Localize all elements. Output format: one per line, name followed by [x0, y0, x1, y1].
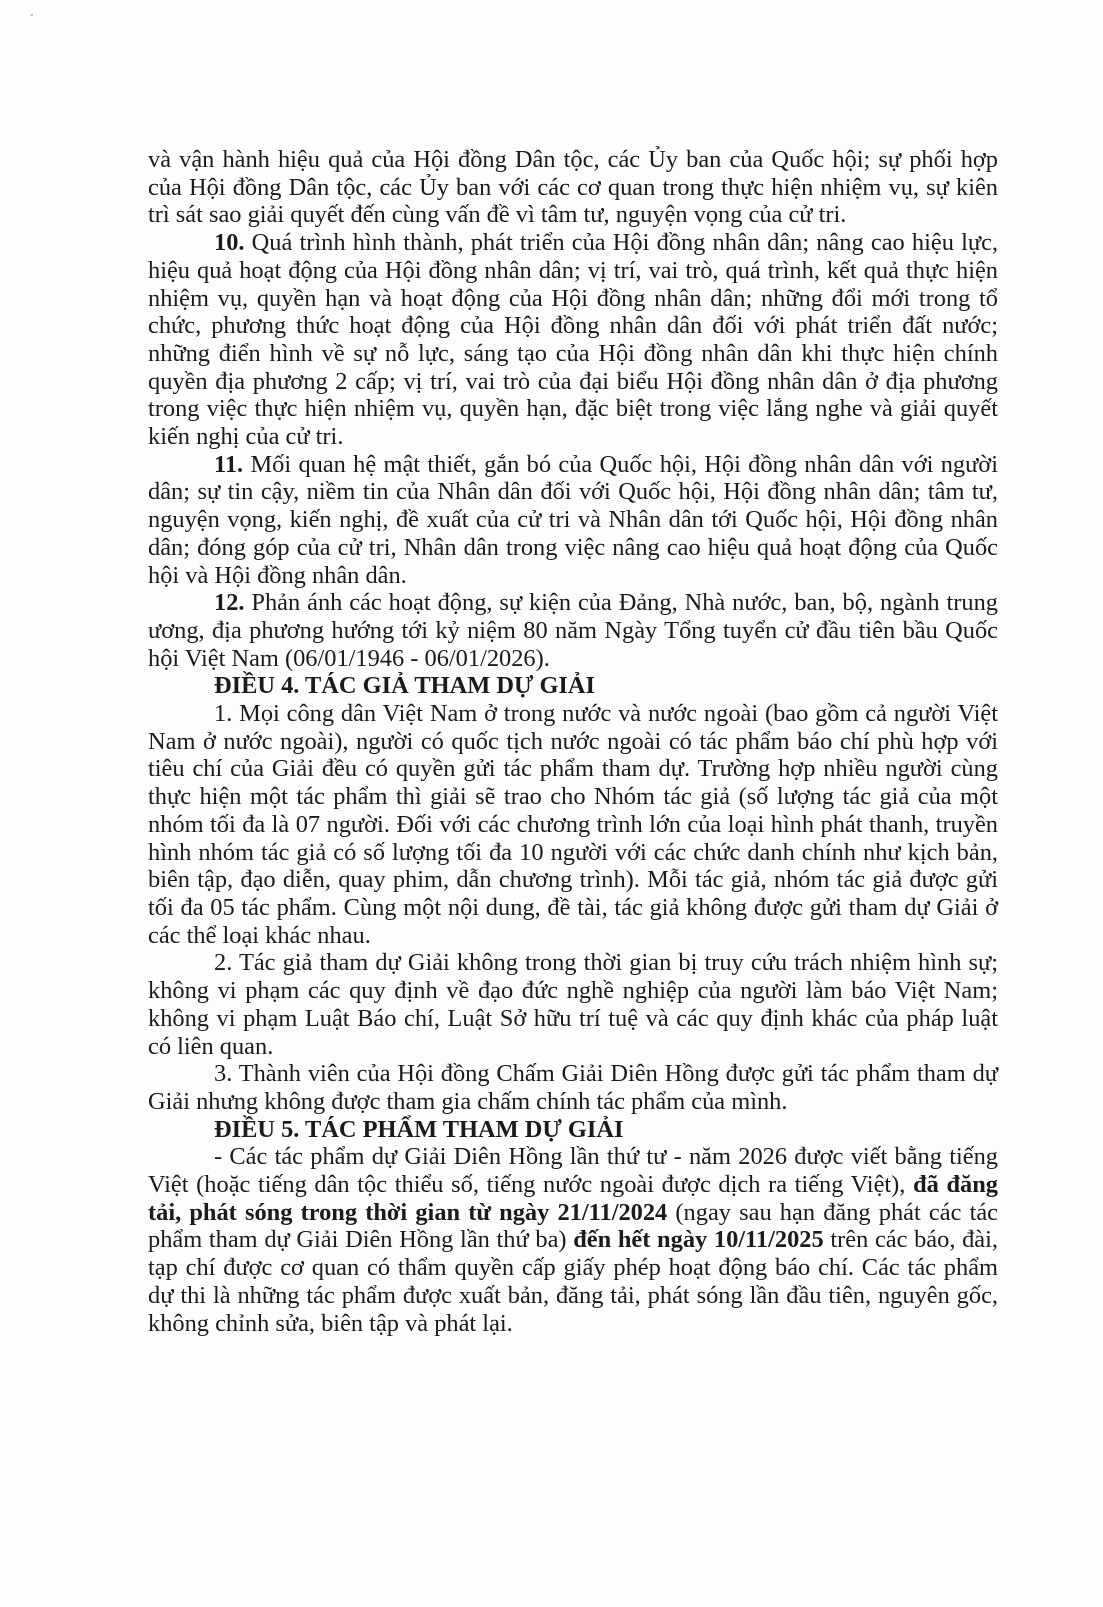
- scan-speck: [30, 14, 33, 16]
- article-4-item-3: 3. Thành viên của Hội đồng Chấm Giải Diên Hồng được gửi tác phẩm tham dự Giải nhưng không được tham gia chấm chính tác phẩm của mình.: [148, 1060, 998, 1115]
- article-4-item-1: 1. Mọi công dân Việt Nam ở trong nước và nước ngoài (bao gồm cả người Việt Nam ở nước ngoài), người có quốc tịch nước ngoài có tác phẩm báo chí phù hợp với tiêu chí của Giải đều có quyền gửi tác phẩm tham dự. Trường hợp nhiều người cùng thực hiện một tác phẩm thì giải sẽ trao cho Nhóm tác giả (số lượng tác giả của một nhóm tối đa là 07 người. Đối với các chương trình lớn của loại hình phát thanh, truyền hình nhóm tác giả có số lượng tối đa 10 người với các chức danh chính như kịch bản, biên tập, đạo diễn, quay phim, dẫn chương trình). Mỗi tác giả, nhóm tác giả được gửi tối đa 05 tác phẩm. Cùng một nội dung, đề tài, tác giả không được gửi tham dự Giải ở các thể loại khác nhau.: [148, 700, 998, 949]
- paragraph-continuation: [148, 146, 998, 229]
- paragraph-text: Phản ánh các hoạt động, sự kiện của Đảng, Nhà nước, ban, bộ, ngành trung ương, địa phương hướng tới kỷ niệm 80 năm Ngày Tổng tuyển cử đầu tiên bầu Quốc hội Việt Nam (06/01/1946 - 06/01/2026).: [148, 589, 998, 672]
- paragraph-text: Mối quan hệ mật thiết, gắn bó của Quốc hội, Hội đồng nhân dân với người dân; sự tin cậy, niềm tin của Nhân dân đối với Quốc hội, Hội đồng nhân dân; tâm tư, nguyện vọng, kiến nghị, đề xuất của cử tri và Nhân dân tới Quốc hội, Hội đồng nhân dân; đóng góp của cử tri, Nhân dân trong việc nâng cao hiệu quả hoạt động của Quốc hội và Hội đồng nhân dân.: [148, 450, 998, 589]
- paragraph-text: Quá trình hình thành, phát triển của Hội đồng nhân dân; nâng cao hiệu lực, hiệu quả hoạt động của Hội đồng nhân dân; vị trí, vai trò, quá trình, kết quả thực hiện nhiệm vụ, quyền hạn và hoạt động của Hội đồng nhân dân; những đổi mới trong tổ chức, phương thức hoạt động của Hội đồng nhân dân đối với phát triển đất nước; những điển hình về sự nỗ lực, sáng tạo của Hội đồng nhân dân khi thực hiện chính quyền địa phương 2 cấp; vị trí, vai trò của đại biểu Hội đồng nhân dân ở địa phương trong việc thực hiện nhiệm vụ, quyền hạn, đặc biệt trong việc lắng nghe và giải quyết kiến nghị của cử tri.: [148, 229, 998, 451]
- paragraph-11: [148, 451, 998, 590]
- paragraph-12: [148, 589, 998, 672]
- article-5-text: - Các tác phẩm dự Giải Diên Hồng lần thứ tư - năm 2026 được viết bằng tiếng Việt (hoặc tiếng dân tộc thiểu số, tiếng nước ngoài được dịch ra tiếng Việt),: [148, 1143, 998, 1199]
- paragraph-10: [148, 229, 998, 451]
- article-5-text: trên các báo, đài, tạp chí được cơ quan có thẩm quyền cấp giấy phép hoạt động báo chí. Các tác phẩm dự thi là những tác phẩm được xuất bản, đăng tải, phát sóng lần đầu tiên, nguyên gốc, không chỉnh sửa, biên tập và phát lại.: [148, 1226, 998, 1337]
- article-5-paragraph: [148, 1143, 998, 1337]
- paragraph-number: 12.: [214, 589, 245, 617]
- article-4-heading: ĐIỀU 4. TÁC GIẢ THAM DỰ GIẢI: [214, 672, 596, 700]
- article-5-bold-period-start: đã đăng tải, phát sóng trong thời gian từ ngày 21/11/2024: [148, 1171, 998, 1226]
- article-4-item-2: 2. Tác giả tham dự Giải không trong thời gian bị truy cứu trách nhiệm hình sự; không vi phạm các quy định về đạo đức nghề nghiệp của người làm báo Việt Nam; không vi phạm Luật Báo chí, Luật Sở hữu trí tuệ và các quy định khác của pháp luật có liên quan.: [148, 949, 998, 1060]
- paragraph-number: 10.: [214, 229, 245, 257]
- article-5-heading: ĐIỀU 5. TÁC PHẨM THAM DỰ GIẢI: [214, 1115, 624, 1143]
- article-5-bold-period-end: đến hết ngày 10/11/2025: [573, 1226, 824, 1254]
- document-body: [148, 146, 998, 1337]
- paragraph-text: và vận hành hiệu quả của Hội đồng Dân tộc, các Ủy ban của Quốc hội; sự phối hợp của Hội đồng Dân tộc, các Ủy ban với các cơ quan trong thực hiện nhiệm vụ, sự kiên trì sát sao giải quyết đến cùng vấn đề vì tâm tư, nguyện vọng của cử tri.: [148, 146, 998, 229]
- paragraph-number: 11.: [214, 450, 244, 478]
- article-5-text: (ngay sau hạn đăng phát các tác phẩm tham dự Giải Diên Hồng lần thứ ba): [148, 1198, 998, 1254]
